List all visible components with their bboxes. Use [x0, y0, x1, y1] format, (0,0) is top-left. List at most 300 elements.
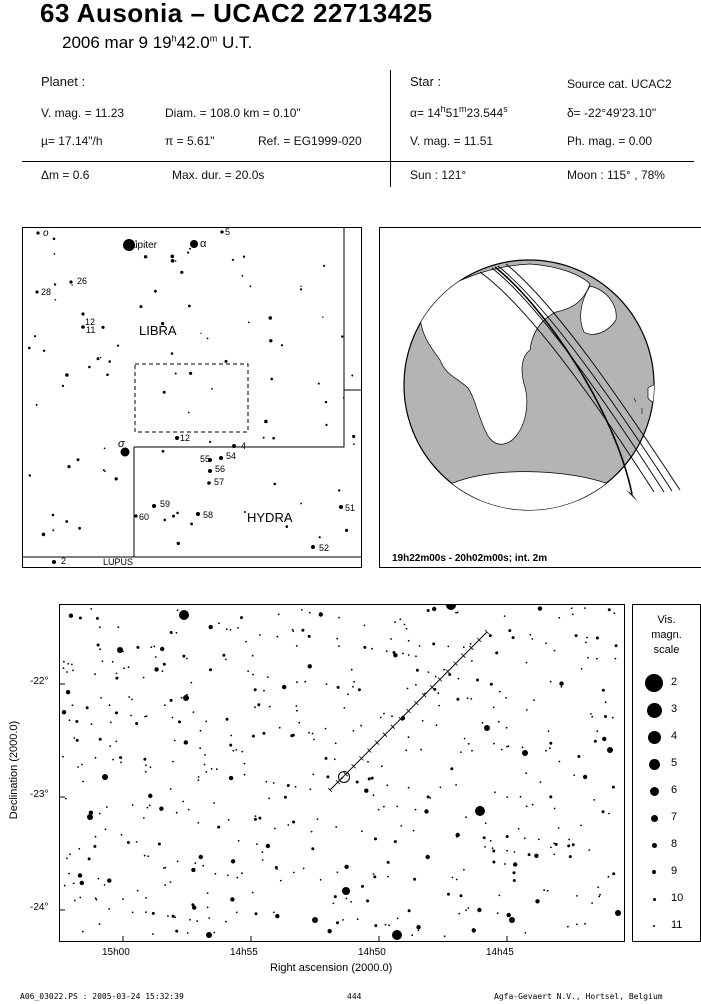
star-dot — [353, 681, 355, 683]
star-dot — [108, 908, 110, 910]
scale-entry — [633, 807, 699, 829]
star-dot — [506, 746, 508, 748]
star-dot — [198, 779, 200, 781]
star-dot — [361, 885, 364, 888]
star-dot — [455, 784, 457, 786]
star-dot — [171, 259, 175, 263]
scale-title-line: magn. — [651, 629, 682, 641]
jupiter-label: Jupiter — [127, 240, 158, 251]
star-dot — [571, 607, 573, 609]
star-dot — [187, 252, 189, 254]
star-dot — [154, 667, 158, 671]
star-dot — [573, 774, 575, 776]
star-dot — [567, 926, 569, 928]
star-dot — [123, 667, 125, 669]
star-dot — [187, 932, 189, 934]
star-dot — [280, 880, 282, 882]
star-dot — [132, 912, 134, 914]
star-dot — [443, 669, 445, 671]
star-dot — [504, 863, 506, 865]
star-dot — [248, 322, 250, 324]
star-dot — [153, 646, 155, 648]
star-dot — [581, 668, 583, 670]
star-dot — [317, 818, 319, 820]
star-dot — [196, 920, 198, 922]
star-dot — [263, 690, 265, 692]
star-dot — [485, 822, 487, 824]
star-dot — [207, 892, 209, 894]
star-dot — [344, 707, 346, 709]
star-dot — [222, 654, 225, 657]
star-dot — [36, 404, 38, 406]
star-dot — [300, 503, 302, 505]
star-dot — [149, 805, 151, 807]
star-dot — [353, 443, 355, 445]
star-dot — [338, 617, 340, 619]
star-dot — [71, 664, 73, 666]
star-dot — [107, 878, 111, 882]
star-dot — [313, 739, 315, 741]
star-dot — [194, 862, 196, 864]
planet-diameter: Diam. = 108.0 km = 0.10" — [165, 106, 301, 120]
star-dot — [352, 686, 354, 688]
x-tick-label: 14h55 — [230, 947, 258, 958]
star-dot — [404, 624, 406, 626]
star-dot — [549, 747, 551, 749]
omicron-label: o — [43, 228, 49, 239]
bright-star — [152, 504, 156, 508]
star-dot — [208, 917, 210, 919]
star-dot — [182, 801, 184, 803]
star-dot — [477, 908, 481, 912]
star-dot — [150, 646, 152, 648]
star-dot — [371, 648, 373, 650]
star-54-label: 54 — [226, 451, 237, 461]
star-dot — [170, 699, 173, 702]
star-dot — [386, 650, 388, 652]
bright-star — [475, 806, 485, 816]
star-dot — [411, 934, 413, 936]
star-dot — [216, 768, 218, 770]
star-dot — [29, 474, 31, 476]
star-dot — [74, 900, 76, 902]
star-dot — [328, 929, 332, 933]
star-dot — [407, 688, 409, 690]
star-dot — [295, 786, 297, 788]
scale-dot — [645, 674, 663, 692]
star-dot — [102, 660, 104, 662]
star-dot — [308, 664, 312, 668]
star-dot — [43, 350, 45, 352]
star-12-libra-label: 12 — [85, 317, 96, 327]
star-dot — [211, 388, 213, 390]
star-dot — [139, 305, 142, 308]
star-dot — [67, 663, 69, 665]
star-dot — [101, 326, 104, 329]
bright-star — [219, 456, 223, 460]
ra-seconds: 23.544 — [466, 106, 504, 120]
star-dot — [558, 617, 560, 619]
star-dot — [337, 871, 339, 873]
star-dot — [300, 286, 301, 287]
star-dot — [608, 876, 610, 878]
star-dot — [282, 685, 286, 689]
star-dot — [254, 818, 257, 821]
star-dot — [213, 802, 215, 804]
star-28-label: 28 — [41, 287, 52, 297]
star-dot — [152, 912, 155, 915]
star-dot — [167, 915, 169, 917]
star-dot — [311, 847, 314, 850]
star-dot — [482, 722, 484, 724]
minute-unit: m — [209, 33, 218, 44]
star-dot — [416, 925, 420, 929]
star-dot — [244, 774, 246, 776]
star-dot — [176, 632, 178, 634]
bright-star — [35, 290, 38, 293]
star-dot — [73, 883, 75, 885]
star-dot — [351, 375, 353, 377]
star-dot — [336, 638, 338, 640]
star-dot — [263, 437, 265, 439]
star-dot — [186, 694, 188, 696]
star-dot — [131, 699, 133, 701]
star-dot — [415, 809, 417, 811]
star-dot — [456, 698, 459, 701]
star-dot — [525, 772, 527, 774]
star-dot — [590, 713, 592, 715]
star-dot — [213, 932, 215, 934]
star-dot — [99, 813, 101, 815]
star-dot — [308, 635, 311, 638]
time-zone: U.T. — [217, 33, 253, 52]
star-dot — [368, 777, 371, 780]
star-dot — [230, 735, 232, 737]
star-59-label: 59 — [160, 499, 171, 509]
star-dot — [135, 722, 138, 725]
star-dot — [559, 681, 563, 685]
star-dot — [381, 765, 383, 767]
star-dot — [88, 857, 91, 860]
star-dot — [460, 894, 463, 897]
scale-magnitude: 10 — [671, 892, 684, 904]
star-dot — [178, 720, 181, 723]
star-dot — [68, 873, 70, 875]
star-dot — [145, 911, 147, 913]
star-dot — [273, 912, 275, 914]
star-heading: Star : — [410, 74, 442, 89]
constellation-map — [22, 227, 362, 568]
scale-title-line: Vis. — [657, 614, 676, 626]
star-dot — [514, 851, 516, 853]
star-dot — [436, 724, 438, 726]
star-dot — [371, 777, 374, 780]
star-dot — [597, 886, 599, 888]
star-dot — [471, 750, 473, 752]
star-dot — [391, 715, 393, 717]
star-dot — [512, 636, 515, 639]
star-dot — [225, 659, 227, 661]
star-dot — [89, 811, 93, 815]
star-dot — [567, 844, 570, 847]
star-dot — [97, 878, 99, 880]
x-tick-label: 14h50 — [358, 947, 386, 958]
bright-star — [232, 444, 236, 448]
star-dot — [227, 874, 229, 876]
star-dot — [245, 641, 247, 643]
constellation-map-svg — [23, 228, 361, 567]
star-dot — [612, 786, 615, 789]
star-dot — [266, 844, 270, 848]
star-dot — [418, 930, 420, 932]
y-tick-label: -22° — [30, 676, 49, 687]
star-vmag: V. mag. = 11.51 — [410, 134, 494, 148]
scale-magnitude: 5 — [671, 757, 678, 769]
star-dot — [467, 697, 469, 699]
star-dot — [62, 710, 66, 714]
scale-magnitude: 2 — [671, 676, 678, 688]
constellation-boundaries — [23, 228, 361, 557]
star-dot — [104, 448, 106, 450]
bright-star — [509, 917, 515, 923]
star-dot — [576, 895, 578, 897]
star-dot — [112, 759, 114, 761]
star-dot — [270, 378, 273, 381]
star-dot — [549, 795, 552, 798]
star-dot — [438, 705, 440, 707]
star-dot — [408, 736, 410, 738]
star-dot — [599, 894, 601, 896]
event-date: 2006 mar 9 19 — [62, 33, 172, 52]
star-dot — [155, 656, 157, 658]
star-dot — [337, 686, 340, 689]
star-12-label: 12 — [180, 433, 191, 443]
scale-dot — [647, 703, 662, 718]
star-dot — [34, 335, 36, 337]
star-dot — [408, 787, 410, 789]
footer-publisher: Agfa-Gevaert N.V., Hortsel, Belgium — [494, 992, 663, 1001]
star-dot — [489, 634, 492, 637]
star-dot — [241, 872, 243, 874]
star-dot — [311, 831, 313, 833]
star-dot — [250, 285, 252, 287]
star-dot — [136, 646, 139, 649]
event-datetime — [62, 33, 252, 53]
star-dot — [175, 373, 177, 375]
star-dot — [97, 644, 100, 647]
star-dot — [262, 859, 264, 861]
star-dot — [95, 757, 97, 759]
star-dot — [254, 706, 256, 708]
star-dot — [596, 730, 598, 732]
star-dot — [353, 730, 355, 732]
star-dot — [504, 615, 506, 617]
ra-hours: α= 14 — [410, 106, 441, 120]
star-dot — [115, 677, 118, 680]
star-dot — [232, 750, 234, 752]
star-dot — [440, 787, 442, 789]
star-dot — [144, 855, 146, 857]
star-dot — [63, 661, 65, 663]
star-dot — [591, 716, 593, 718]
scale-magnitude: 3 — [671, 703, 678, 715]
star-dot — [456, 833, 460, 837]
star-dot — [465, 909, 467, 911]
star-dot — [427, 795, 430, 798]
star-dot — [189, 919, 191, 921]
scale-dot — [650, 787, 659, 796]
star-dot — [117, 345, 119, 347]
star-dot — [64, 885, 66, 887]
sun-elongation: Sun : 121° — [410, 168, 467, 182]
y-tick-label: -23° — [30, 789, 49, 800]
star-dot — [419, 645, 421, 647]
star-dot — [374, 837, 377, 840]
star-dot — [507, 913, 511, 917]
star-dot — [269, 706, 271, 708]
scale-entry — [633, 753, 699, 775]
star-dot — [373, 875, 376, 878]
star-dot — [437, 692, 439, 694]
star-dot — [99, 738, 102, 741]
star-dot — [170, 631, 173, 634]
star-dot — [531, 638, 533, 640]
star-dot — [366, 899, 369, 902]
star-dot — [464, 738, 466, 740]
star-dot — [143, 677, 145, 679]
star-dot — [79, 897, 81, 899]
star-dot — [100, 697, 102, 699]
star-dot — [534, 854, 538, 858]
star-dot — [506, 796, 508, 798]
star-dot — [529, 634, 531, 636]
star-dot — [170, 788, 172, 790]
star-55-label: 55 — [200, 454, 211, 464]
star-dot — [470, 698, 472, 700]
star-dot — [458, 678, 460, 680]
star-dot — [293, 872, 295, 874]
star-dot — [303, 868, 305, 870]
star-phmag: Ph. mag. = 0.00 — [567, 134, 653, 148]
star-dot — [320, 879, 322, 881]
star-dot — [408, 654, 410, 656]
star-dot — [298, 722, 300, 724]
star-dot — [325, 401, 327, 403]
star-dot — [492, 861, 495, 864]
star-dot — [182, 655, 185, 658]
scale-title — [633, 613, 700, 658]
bright-star — [134, 514, 137, 517]
star-dot — [229, 744, 232, 747]
star-dot — [82, 931, 84, 933]
star-56-label: 56 — [215, 464, 226, 474]
star-dot — [275, 866, 278, 869]
scale-dot — [648, 731, 661, 744]
star-dot — [143, 758, 146, 761]
star-dot — [262, 732, 265, 735]
star-dot — [209, 625, 213, 629]
star-dot — [506, 835, 509, 838]
star-dot — [494, 791, 496, 793]
star-dot — [80, 881, 84, 885]
star-dot — [230, 897, 234, 901]
star-dot — [215, 873, 217, 875]
max-duration: Max. dur. = 20.0s — [172, 168, 265, 182]
star-dot — [272, 437, 275, 440]
star-dot — [110, 721, 112, 723]
hour-unit: h — [171, 33, 177, 44]
star-dot — [281, 344, 283, 346]
star-dot — [207, 907, 209, 909]
star-dot — [174, 740, 176, 742]
star-dot — [432, 642, 435, 645]
star-dot — [608, 608, 611, 611]
star-dot — [334, 758, 336, 760]
star-dot — [236, 912, 238, 914]
star-dot — [77, 458, 80, 461]
star-dot — [136, 841, 138, 843]
star-dot — [613, 612, 615, 614]
star-dot — [95, 897, 97, 899]
scale-entry — [633, 672, 699, 694]
x-tick-label: 14h45 — [486, 947, 514, 958]
star-dot — [594, 740, 597, 743]
star-dot — [74, 737, 76, 739]
planet-reference: Ref. = EG1999-020 — [258, 134, 362, 148]
magnitude-scale — [632, 604, 701, 942]
source-catalog: Source cat. UCAC2 — [567, 77, 672, 91]
scale-magnitude: 6 — [671, 784, 678, 796]
ra-h-unit: h — [440, 104, 446, 114]
star-dot — [200, 730, 202, 732]
star-dot — [406, 628, 408, 630]
bright-star — [117, 647, 123, 653]
star-dot — [244, 511, 246, 513]
star-dot — [188, 809, 190, 811]
scale-entry — [633, 780, 699, 802]
star-dot — [190, 682, 192, 684]
star-dot — [322, 317, 323, 318]
star-dot — [492, 847, 494, 849]
star-dot — [602, 689, 605, 692]
star-dot — [388, 924, 390, 926]
star-dot — [463, 646, 465, 648]
star-dot — [615, 658, 617, 660]
star-dot — [188, 412, 190, 414]
star-dot — [347, 693, 349, 695]
star-dot — [158, 843, 161, 846]
star-dot — [493, 743, 495, 745]
star-dot — [520, 796, 522, 798]
star-dot — [319, 536, 321, 538]
bright-star — [69, 280, 72, 283]
star-dot — [132, 804, 134, 806]
star-dot — [119, 756, 122, 759]
star-dot — [225, 921, 227, 923]
star-dot — [427, 609, 430, 612]
star-dot — [77, 766, 79, 768]
star-dot — [69, 853, 71, 855]
scale-title-line: scale — [653, 644, 680, 656]
footer-page-number: 444 — [347, 992, 362, 1001]
star-dot — [399, 618, 401, 620]
star-dot — [127, 841, 130, 844]
star-dot — [66, 857, 68, 859]
star-dot — [309, 612, 311, 614]
star-dot — [145, 764, 147, 766]
star-dot — [553, 843, 555, 845]
star-dot — [326, 775, 329, 778]
